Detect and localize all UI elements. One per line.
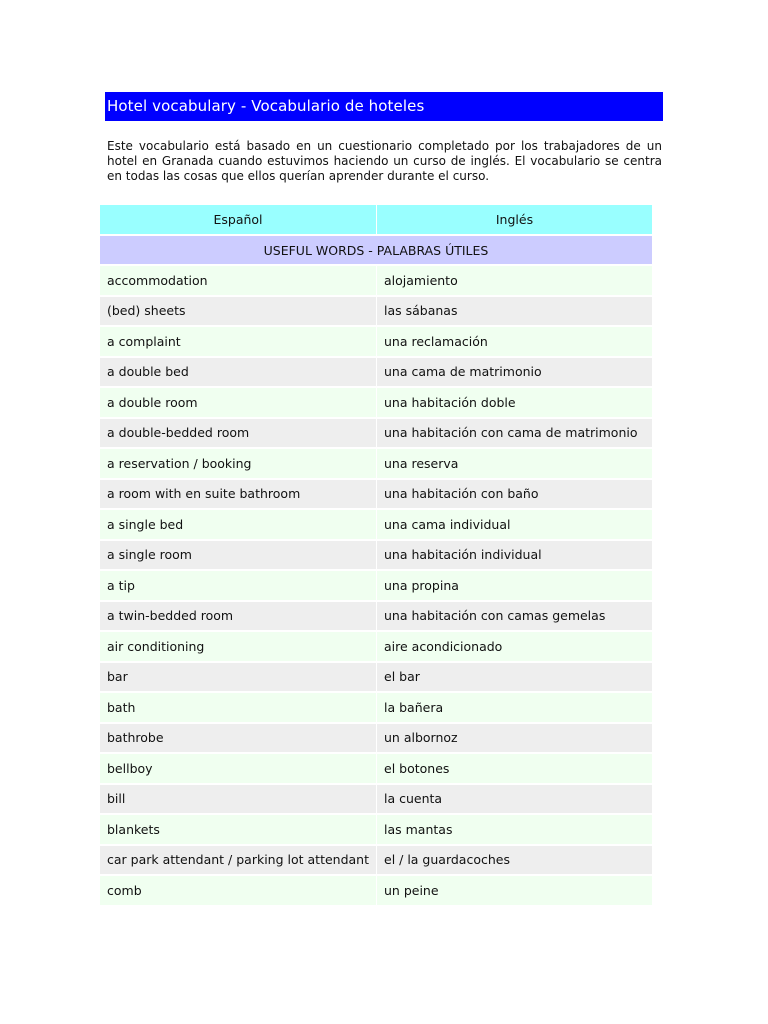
table-row <box>100 785 652 814</box>
cell-english-term: a double-bedded room <box>100 419 376 448</box>
table-row <box>100 815 652 844</box>
cell-spanish-term: las mantas <box>376 815 652 844</box>
table-row <box>100 724 652 753</box>
cell-spanish-term: una reserva <box>376 449 652 478</box>
table-row <box>100 876 652 905</box>
cell-english-term: a tip <box>100 571 376 600</box>
cell-english-term: a single bed <box>100 510 376 539</box>
column-header-espanol: Español <box>100 205 376 234</box>
table-header-row <box>100 205 652 234</box>
cell-spanish-term: una cama de matrimonio <box>376 358 652 387</box>
cell-english-term: a single room <box>100 541 376 570</box>
cell-english-term: a complaint <box>100 327 376 356</box>
table-row <box>100 632 652 661</box>
table-row <box>100 754 652 783</box>
table-row <box>100 266 652 295</box>
cell-spanish-term: un albornoz <box>376 724 652 753</box>
vocabulary-table <box>100 203 652 907</box>
section-row <box>100 236 652 264</box>
cell-spanish-term: una propina <box>376 571 652 600</box>
table-row <box>100 693 652 722</box>
table-row <box>100 358 652 387</box>
cell-english-term: comb <box>100 876 376 905</box>
table-row <box>100 663 652 692</box>
table-row <box>100 571 652 600</box>
cell-spanish-term: la bañera <box>376 693 652 722</box>
cell-english-term: a room with en suite bathroom <box>100 480 376 509</box>
page-title: Hotel vocabulary - Vocabulario de hoteles <box>107 97 425 115</box>
table-row <box>100 297 652 326</box>
table-row <box>100 510 652 539</box>
cell-english-term: (bed) sheets <box>100 297 376 326</box>
table-row <box>100 419 652 448</box>
table-row <box>100 388 652 417</box>
table-row <box>100 541 652 570</box>
title-bar <box>105 92 663 121</box>
cell-spanish-term: una habitación con baño <box>376 480 652 509</box>
table-row <box>100 449 652 478</box>
cell-english-term: a twin-bedded room <box>100 602 376 631</box>
cell-spanish-term: una habitación individual <box>376 541 652 570</box>
cell-english-term: a double bed <box>100 358 376 387</box>
column-header-ingles: Inglés <box>376 205 652 234</box>
cell-spanish-term: las sábanas <box>376 297 652 326</box>
table-row <box>100 602 652 631</box>
cell-english-term: air conditioning <box>100 632 376 661</box>
table-row <box>100 480 652 509</box>
cell-english-term: bar <box>100 663 376 692</box>
cell-spanish-term: el / la guardacoches <box>376 846 652 875</box>
cell-english-term: car park attendant / parking lot attendant <box>100 846 376 875</box>
cell-spanish-term: aire acondicionado <box>376 632 652 661</box>
cell-spanish-term: una habitación con camas gemelas <box>376 602 652 631</box>
cell-english-term: a reservation / booking <box>100 449 376 478</box>
cell-english-term: a double room <box>100 388 376 417</box>
cell-spanish-term: el botones <box>376 754 652 783</box>
cell-spanish-term: el bar <box>376 663 652 692</box>
cell-english-term: accommodation <box>100 266 376 295</box>
cell-english-term: bellboy <box>100 754 376 783</box>
intro-paragraph: Este vocabulario está basado en un cuestionario completado por los trabajadores de un hotel en Granada cuando estuvimos haciendo un curso de inglés. El vocabulario se centra en todas las cosas que ellos querían aprender durante el curso. <box>107 139 662 183</box>
cell-spanish-term: un peine <box>376 876 652 905</box>
cell-spanish-term: una reclamación <box>376 327 652 356</box>
table-row <box>100 846 652 875</box>
cell-english-term: bill <box>100 785 376 814</box>
cell-spanish-term: la cuenta <box>376 785 652 814</box>
cell-spanish-term: una habitación doble <box>376 388 652 417</box>
cell-spanish-term: una habitación con cama de matrimonio <box>376 419 652 448</box>
cell-english-term: bathrobe <box>100 724 376 753</box>
cell-spanish-term: una cama individual <box>376 510 652 539</box>
section-label: USEFUL WORDS - PALABRAS ÚTILES <box>100 236 652 264</box>
table-row <box>100 327 652 356</box>
cell-spanish-term: alojamiento <box>376 266 652 295</box>
cell-english-term: bath <box>100 693 376 722</box>
cell-english-term: blankets <box>100 815 376 844</box>
